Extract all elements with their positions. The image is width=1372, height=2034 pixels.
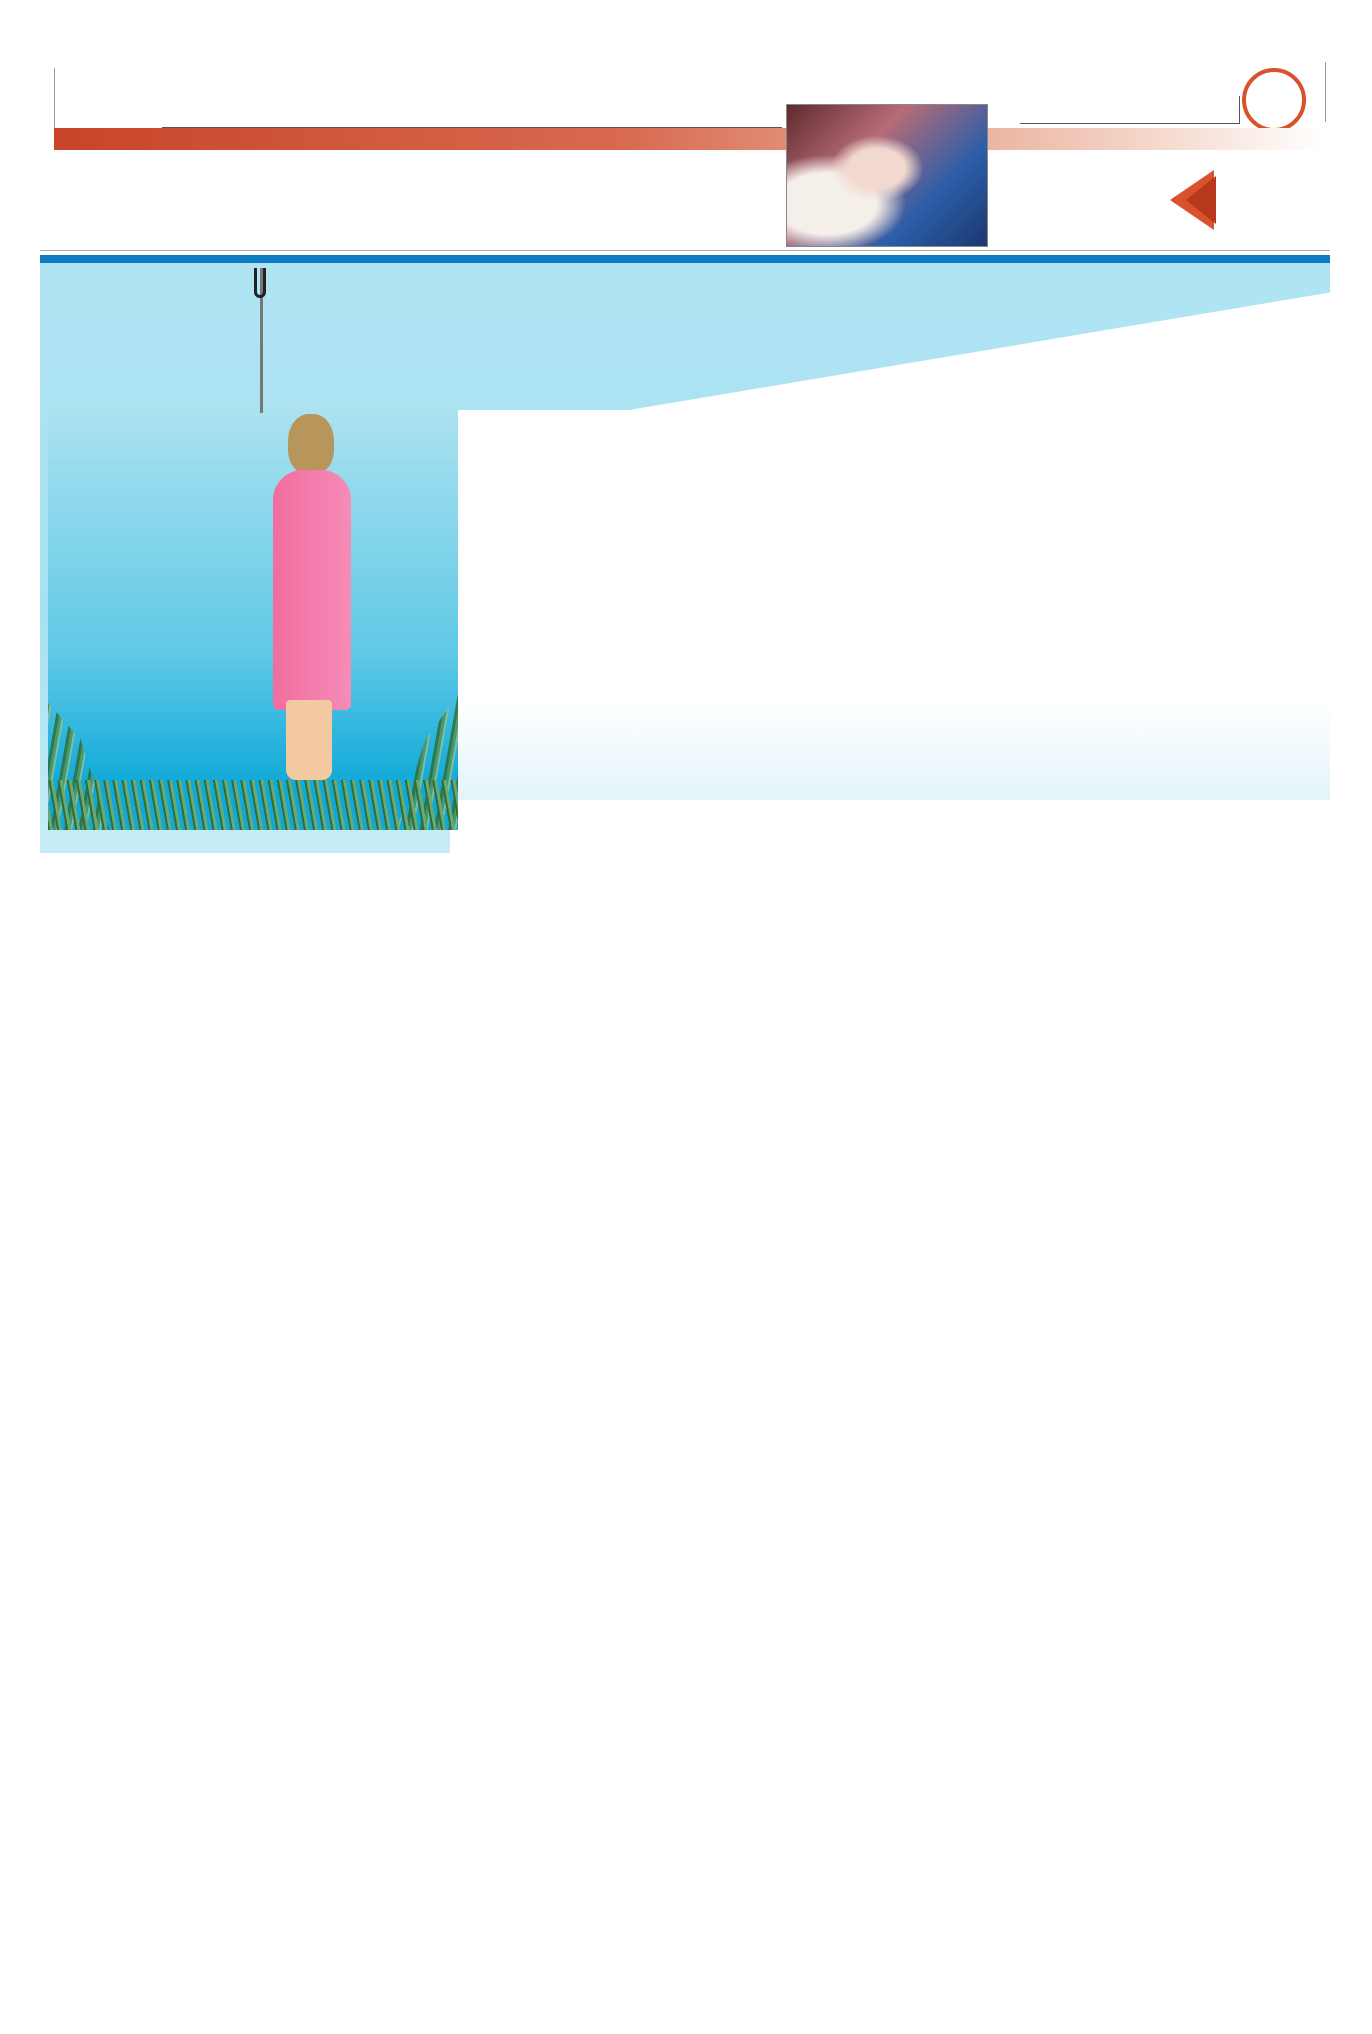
header-divider-right — [1325, 62, 1326, 122]
section-color-bar — [54, 128, 1324, 150]
story1-column-1 — [1080, 422, 1328, 797]
figure-head — [288, 414, 334, 474]
header-bottom-rule — [40, 250, 1330, 251]
grass-front — [48, 780, 458, 830]
story1-column-text — [1080, 422, 1328, 797]
figure-legs — [286, 700, 332, 780]
issue-box — [1020, 96, 1240, 124]
header-divider-left — [54, 68, 55, 128]
teaser-photo-burned-girl — [786, 104, 988, 247]
figure-dress — [273, 470, 351, 710]
story1-top-bar — [40, 255, 1330, 263]
section-arrow-inner-icon — [1186, 176, 1216, 224]
hook-icon — [254, 268, 266, 298]
page-number-badge — [1242, 68, 1306, 132]
hanging-illustration — [48, 400, 458, 830]
story1-column-2 — [820, 422, 1068, 834]
